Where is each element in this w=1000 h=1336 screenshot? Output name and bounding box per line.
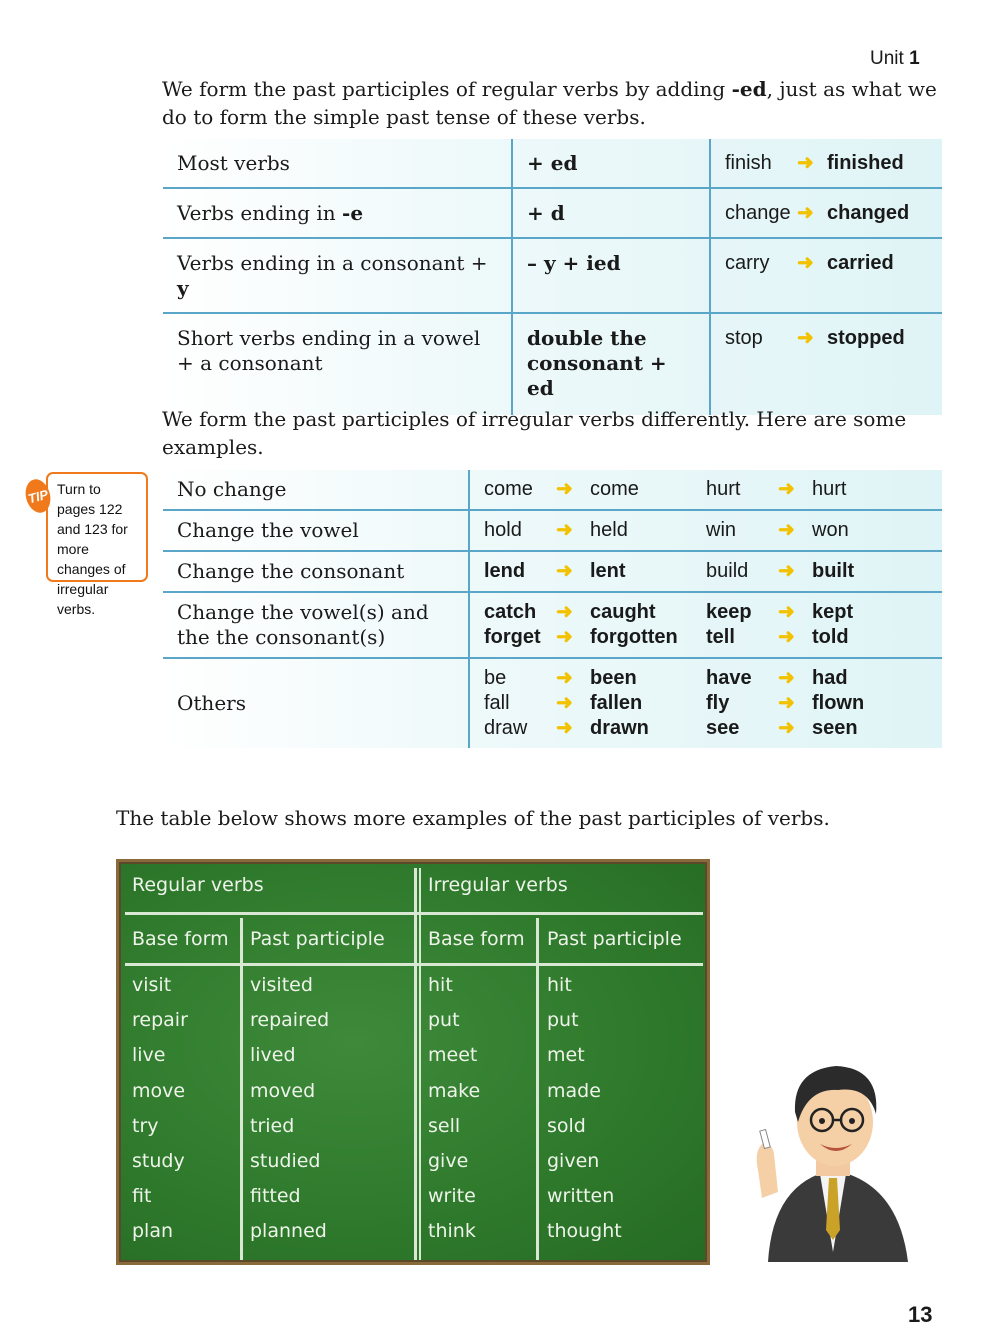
irregular-row — [163, 658, 942, 748]
board-regular-pp-header: Past participle — [250, 928, 385, 950]
regular-rule — [163, 238, 512, 313]
example-base: hurt — [706, 478, 741, 500]
chalkboard-table — [116, 859, 710, 1265]
regular-rule-bold: -e — [342, 201, 364, 225]
regular-example — [710, 238, 942, 313]
regular-change: – y + ied — [512, 238, 710, 313]
example-past-participle: forgotten — [590, 626, 678, 648]
example-base: carry — [725, 252, 770, 274]
irregular-example-line — [484, 691, 928, 716]
board-header-rule — [125, 963, 703, 966]
arrow-icon: ➜ — [556, 692, 573, 714]
board-regular-title: Regular verbs — [132, 874, 264, 896]
board-word: studied — [250, 1150, 321, 1172]
regular-change: + d — [512, 188, 710, 238]
tip-text: Turn to pages 122 and 123 for more changes of irregular verbs. — [57, 481, 128, 617]
irregular-example-pair — [484, 716, 706, 741]
arrow-icon: ➜ — [778, 560, 795, 582]
board-word: moved — [250, 1079, 316, 1102]
arrow-icon: ➜ — [556, 601, 573, 623]
unit-label — [870, 48, 920, 70]
example-past-participle: built — [812, 560, 855, 582]
irregular-rule: Change the vowel — [163, 510, 469, 551]
board-regular-col-divider — [240, 918, 243, 1260]
regular-intro-ed: -ed — [731, 77, 767, 101]
arrow-icon: ➜ — [778, 717, 795, 739]
irregular-example-pair — [484, 477, 706, 502]
board-irregular-col-divider — [536, 918, 539, 1260]
arrow-icon: ➜ — [797, 252, 814, 274]
irregular-example-pair — [706, 559, 928, 584]
example-past-participle: fallen — [590, 692, 643, 714]
example-past-participle: held — [590, 519, 628, 541]
arrow-icon: ➜ — [556, 519, 573, 541]
board-word: planned — [250, 1220, 327, 1243]
board-word: move — [132, 1079, 186, 1102]
irregular-example-pair — [484, 625, 706, 650]
irregular-example-line — [484, 666, 928, 691]
unit-word: Unit — [870, 48, 904, 69]
regular-rule — [163, 139, 512, 188]
example-base: change — [725, 202, 791, 224]
irregular-row — [163, 551, 942, 592]
irregular-example-pair — [484, 691, 706, 716]
irregular-example-pair — [706, 716, 928, 741]
board-word: hit — [547, 974, 572, 996]
irregular-rule: Others — [177, 691, 246, 715]
irregular-example-line — [484, 600, 928, 625]
irregular-examples — [469, 658, 942, 748]
irregular-examples — [469, 551, 942, 592]
irregular-example-pair — [484, 559, 706, 584]
board-word: give — [428, 1150, 469, 1172]
regular-change: double the consonant + ed — [512, 313, 710, 415]
regular-example-pair — [725, 201, 909, 226]
example-past-participle: had — [812, 667, 848, 689]
teacher-eye-left — [819, 1118, 825, 1124]
teacher-hand — [757, 1144, 778, 1198]
regular-row — [163, 139, 942, 188]
regular-row — [163, 313, 942, 415]
regular-example-pair — [725, 151, 904, 176]
board-word: visited — [250, 974, 313, 996]
irregular-example-pair — [484, 518, 706, 543]
irregular-example-line — [484, 625, 928, 650]
teacher-illustration — [748, 1052, 918, 1262]
board-word: make — [428, 1079, 481, 1102]
example-base: stop — [725, 327, 763, 349]
example-past-participle: come — [590, 478, 639, 500]
board-irregular-title: Irregular verbs — [428, 874, 568, 896]
irregular-example-pair — [706, 477, 928, 502]
example-base: finish — [725, 152, 772, 174]
board-word: given — [547, 1150, 600, 1172]
unit-number: 1 — [909, 48, 920, 69]
board-word: live — [132, 1044, 166, 1067]
arrow-icon: ➜ — [778, 692, 795, 714]
example-past-participle: stopped — [827, 327, 905, 349]
regular-example — [710, 139, 942, 188]
example-base: have — [706, 667, 752, 689]
irregular-rule: Change the consonant — [163, 551, 469, 592]
example-past-participle: changed — [827, 202, 910, 224]
example-past-participle: caught — [590, 601, 656, 623]
regular-intro — [162, 75, 942, 131]
arrow-icon: ➜ — [556, 478, 573, 500]
board-word: made — [547, 1079, 601, 1102]
irregular-example-line — [484, 518, 928, 543]
irregular-verbs-table — [163, 470, 942, 748]
regular-rule-bold: y — [177, 276, 189, 300]
irregular-intro: We form the past participles of irregular verbs differently. Here are some examples. — [162, 407, 907, 459]
tip-box — [46, 472, 148, 617]
more-examples-intro: The table below shows more examples of the past participles of verbs. — [116, 806, 830, 830]
arrow-icon: ➜ — [778, 667, 795, 689]
regular-intro-text-end: , just as what we do to form the simple past tense of these verbs. — [162, 77, 937, 129]
board-word: meet — [428, 1044, 478, 1067]
board-irregular-base-header: Base form — [428, 928, 525, 950]
example-base: tell — [706, 626, 735, 648]
example-past-participle: carried — [827, 252, 894, 274]
board-word: written — [547, 1185, 615, 1208]
example-past-participle: flown — [812, 692, 865, 714]
example-base: fall — [484, 692, 510, 714]
board-word: put — [428, 1009, 460, 1032]
regular-verbs-table — [163, 139, 942, 415]
irregular-example-pair — [706, 691, 928, 716]
example-base: lend — [484, 560, 526, 582]
example-base: catch — [484, 601, 537, 623]
irregular-example-line — [484, 559, 928, 584]
board-word: study — [132, 1150, 185, 1172]
irregular-examples — [469, 470, 942, 510]
board-word: put — [547, 1009, 579, 1032]
board-regular-base-header: Base form — [132, 928, 229, 950]
example-past-participle: lent — [590, 560, 626, 582]
arrow-icon: ➜ — [797, 327, 814, 349]
board-word: fitted — [250, 1185, 301, 1208]
regular-example-pair — [725, 251, 894, 276]
example-base: be — [484, 667, 507, 689]
example-past-participle: hurt — [812, 478, 847, 500]
arrow-icon: ➜ — [778, 626, 795, 648]
page-number: 13 — [908, 1302, 933, 1327]
irregular-rule: Change the vowel(s) and the the consonant(s) — [163, 592, 469, 658]
board-irregular-pp-header: Past participle — [547, 928, 682, 950]
example-base: fly — [706, 692, 730, 714]
arrow-icon: ➜ — [556, 560, 573, 582]
example-past-participle: been — [590, 667, 637, 689]
irregular-examples — [469, 510, 942, 551]
board-word: repaired — [250, 1009, 330, 1032]
example-base: forget — [484, 626, 541, 648]
example-past-participle: seen — [812, 717, 858, 739]
board-word: sold — [547, 1114, 586, 1137]
irregular-example-line — [484, 716, 928, 741]
irregular-rule: No change — [163, 470, 469, 510]
board-word: visit — [132, 974, 172, 996]
irregular-examples — [469, 592, 942, 658]
irregular-example-pair — [706, 518, 928, 543]
board-word: plan — [132, 1220, 174, 1243]
board-word: met — [547, 1044, 585, 1067]
regular-intro-text: We form the past participles of regular verbs by adding — [162, 77, 732, 101]
example-base: keep — [706, 601, 752, 623]
regular-example-pair — [725, 326, 905, 351]
example-past-participle: kept — [812, 601, 854, 623]
example-past-participle: drawn — [590, 717, 649, 739]
regular-rule — [163, 188, 512, 238]
board-word: write — [428, 1185, 476, 1208]
board-title-rule — [125, 912, 703, 915]
arrow-icon: ➜ — [556, 717, 573, 739]
irregular-example-line — [484, 477, 928, 502]
regular-rule-text: Most verbs — [177, 151, 290, 175]
board-word: tried — [250, 1114, 295, 1137]
irregular-example-pair — [706, 600, 928, 625]
board-word: try — [132, 1114, 159, 1137]
board-center-divider-2 — [419, 868, 421, 1260]
regular-row — [163, 238, 942, 313]
example-base: build — [706, 560, 749, 582]
regular-rule-text: Verbs ending in — [177, 201, 343, 225]
regular-rule — [163, 313, 512, 415]
arrow-icon: ➜ — [797, 152, 814, 174]
board-word: lived — [250, 1044, 296, 1067]
example-base: win — [706, 519, 737, 541]
board-word: repair — [132, 1009, 188, 1032]
example-base: hold — [484, 519, 522, 541]
board-word: thought — [547, 1220, 622, 1243]
example-base: draw — [484, 717, 528, 739]
example-past-participle: told — [812, 626, 849, 648]
arrow-icon: ➜ — [797, 202, 814, 224]
board-word: sell — [428, 1114, 461, 1137]
arrow-icon: ➜ — [778, 601, 795, 623]
board-center-divider — [414, 868, 417, 1260]
irregular-example-pair — [484, 666, 706, 691]
teacher-eye-right — [849, 1118, 855, 1124]
regular-rule-text: Verbs ending in a consonant + — [177, 251, 488, 275]
example-base: come — [484, 478, 533, 500]
regular-example — [710, 188, 942, 238]
board-word: think — [428, 1220, 476, 1243]
example-past-participle: finished — [827, 152, 904, 174]
arrow-icon: ➜ — [556, 667, 573, 689]
arrow-icon: ➜ — [556, 626, 573, 648]
tip-badge: TIP — [22, 476, 54, 515]
example-base: see — [706, 717, 740, 739]
irregular-example-pair — [706, 666, 928, 691]
arrow-icon: ➜ — [778, 519, 795, 541]
arrow-icon: ➜ — [778, 478, 795, 500]
irregular-row — [163, 592, 942, 658]
board-word: hit — [428, 974, 453, 996]
regular-rule-text: Short verbs ending in a vowel + a consonant — [177, 326, 481, 375]
regular-example — [710, 313, 942, 415]
irregular-example-pair — [706, 625, 928, 650]
irregular-row — [163, 510, 942, 551]
regular-change: + ed — [512, 139, 710, 188]
board-word: fit — [132, 1185, 152, 1208]
irregular-row — [163, 470, 942, 510]
example-past-participle: won — [812, 519, 849, 541]
regular-row — [163, 188, 942, 238]
irregular-example-pair — [484, 600, 706, 625]
